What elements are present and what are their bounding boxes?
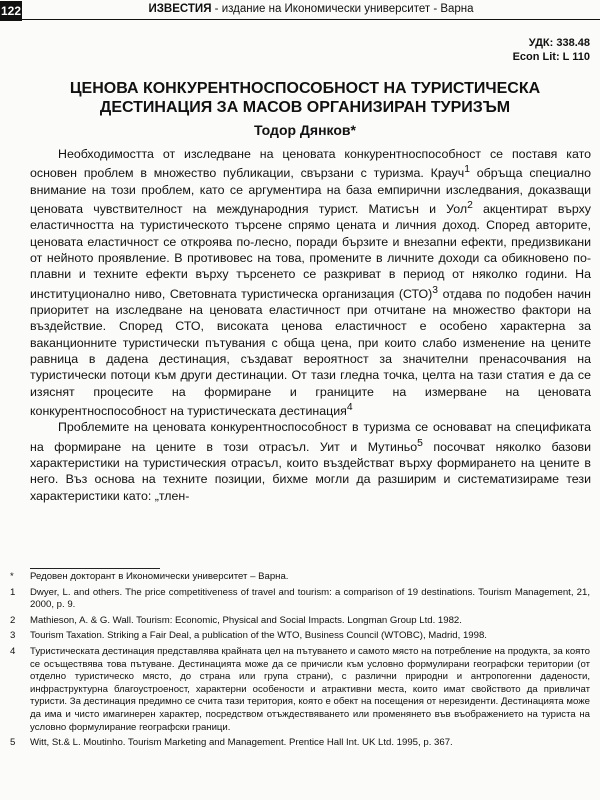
paragraph-1-part-d: отдава по подобен начин приоритет на изследване на ценовата еластичност при отчитане на множество фактори на въздействие. Според СТО, високата ценова еластичност е особено характерна за ваканционните туристически пътувания с обща цена, при които слабо изменение на цените равница в дадена дестинация, създават вероятност за значителни пренасочвания на туристически потоци към други дестинации. От тази гледна точка, целта на тази статия е да се изяснят процесите на формиране и границите на измерване на ценовата конкурентноспособност на туристическата дестинация <box>30 286 592 418</box>
footnote-text: Туристическата дестинация представлява крайната цел на пътуването и самото място на потребление на продукта, за която се осъществява това пътуване. Дестинацията може да се причисли към условно формулирани географски територии (от отделно туристическо място, до страна или група страни), с различни природни и антропогенни дадености, инфраструктурна благоустроеност, характерни особености и атрактивни места, които имат свойството да привличат туристи. За дестинация предимно се счита тази територия, която е обект на посещения от нерезиденти. Дестинацията може да има и чисто имагинерен характер, посредством отъждествяването или променянето във въображението на туриста на условно формулирание географски граници. <box>30 645 590 733</box>
footnote-mark: 5 <box>10 737 16 749</box>
footnote-ref-3[interactable]: 3 <box>432 284 439 296</box>
footnote-text: Witt, St.& L. Moutinho. Tourism Marketing and Management. Prentice Hall Int. UK Ltd. 1995, p. 367. <box>30 737 453 749</box>
footnote-item <box>10 571 590 584</box>
footnote-text: Dwyer, L. and others. The price competitiveness of travel and tourism: a comparison of 19 destinations. Tourism Management, 21, 2000, p. 9. <box>30 586 590 611</box>
page-number: 122 <box>0 1 22 21</box>
title-line-2: ДЕСТИНАЦИЯ ЗА МАСОВ ОРГАНИЗИРАН ТУРИЗЪМ <box>99 99 511 116</box>
header-rule <box>22 19 600 20</box>
footnote-item <box>10 615 590 628</box>
footnote-mark: 3 <box>10 630 16 642</box>
paragraph-2 <box>30 419 591 504</box>
paragraph-1-part-c: акцентират върху еластичността на туристическото търсене спрямо цената и личния доход. Според авторите, ценовата еластичност се откроява по-лесно, поради бързите и внезапни ефекти, предизвикани от нейното проявление. В противовес на това, промените в личните доходи са обикновено по-плавни и техните ефекти върху търсенето се разкриват в период от няколко години. На институционално ниво, Световната туристическа организация (СТО) <box>30 202 591 301</box>
udk-code: УДК: 338.48 <box>528 37 590 49</box>
footnote-item <box>10 737 590 750</box>
paragraph-2-part-b: посочват няколко базови характеристики на туристическия отрасъл, които въздействат върху формирането на цените в него. Въз основа на техните позиции, бихме могли да разширим и систематизираме тези характеристики като: „тлен- <box>30 439 591 503</box>
footnotes <box>10 571 590 753</box>
footnote-text: Mathieson, A. & G. Wall. Tourism: Economic, Physical and Social Impacts. Longman Group Ltd. 1982. <box>30 614 462 626</box>
paragraph-2-part-a: Проблемите на ценовата конкурентноспособност в туризма се основават на спецификата на формиране на цените в този отрасъл. Уит и Мутиньо <box>30 420 591 454</box>
paragraph-1 <box>30 146 591 419</box>
article-body <box>30 146 591 504</box>
classification-codes <box>513 36 590 64</box>
footnote-item <box>10 646 590 734</box>
footnote-mark: * <box>10 571 14 582</box>
footnote-ref-1[interactable]: 1 <box>464 164 470 176</box>
article-title <box>20 79 590 117</box>
footnote-item <box>10 587 590 612</box>
footnote-ref-5[interactable]: 5 <box>417 437 423 449</box>
footnote-ref-4[interactable]: 4 <box>346 401 353 413</box>
footnote-mark: 2 <box>10 614 16 626</box>
publisher-name: - издание на Икономически университет - Варна <box>211 3 474 15</box>
paragraph-1-part-a: Необходимостта от изследване на ценовата конкурентноспособност се поставя като основен проблем в множество публикации, свързани с туризма. Крауч <box>30 147 591 181</box>
footnote-text: Редовен докторант в Икономически университет – Варна. <box>30 571 289 582</box>
footnote-item <box>10 630 590 643</box>
footnote-mark: 1 <box>10 586 16 598</box>
paragraph-1-part-b: обръща специално внимание на този проблем, като се аргументира на база емпирични изследвания, доказващи ценовата чувствителност на международния турист. Матисън и Уол <box>30 166 591 217</box>
footnote-ref-2[interactable]: 2 <box>467 200 473 212</box>
econlit-code: Econ Lit: L 110 <box>512 51 590 63</box>
journal-name: ИЗВЕСТИЯ <box>148 3 212 15</box>
running-header <box>0 0 600 26</box>
footnote-text: Tourism Taxation. Striking a Fair Deal, a publication of the WTO, Business Council (WTOBC), Madrid, 1998. <box>30 630 487 642</box>
article-author: Тодор Дянков* <box>254 122 356 138</box>
title-line-1: ЦЕНОВА КОНКУРЕНТНОСПОСОБНОСТ НА ТУРИСТИЧЕСКА <box>69 80 541 97</box>
footnote-mark: 4 <box>10 645 16 657</box>
running-head-text <box>26 1 596 17</box>
footnote-separator <box>30 568 160 569</box>
